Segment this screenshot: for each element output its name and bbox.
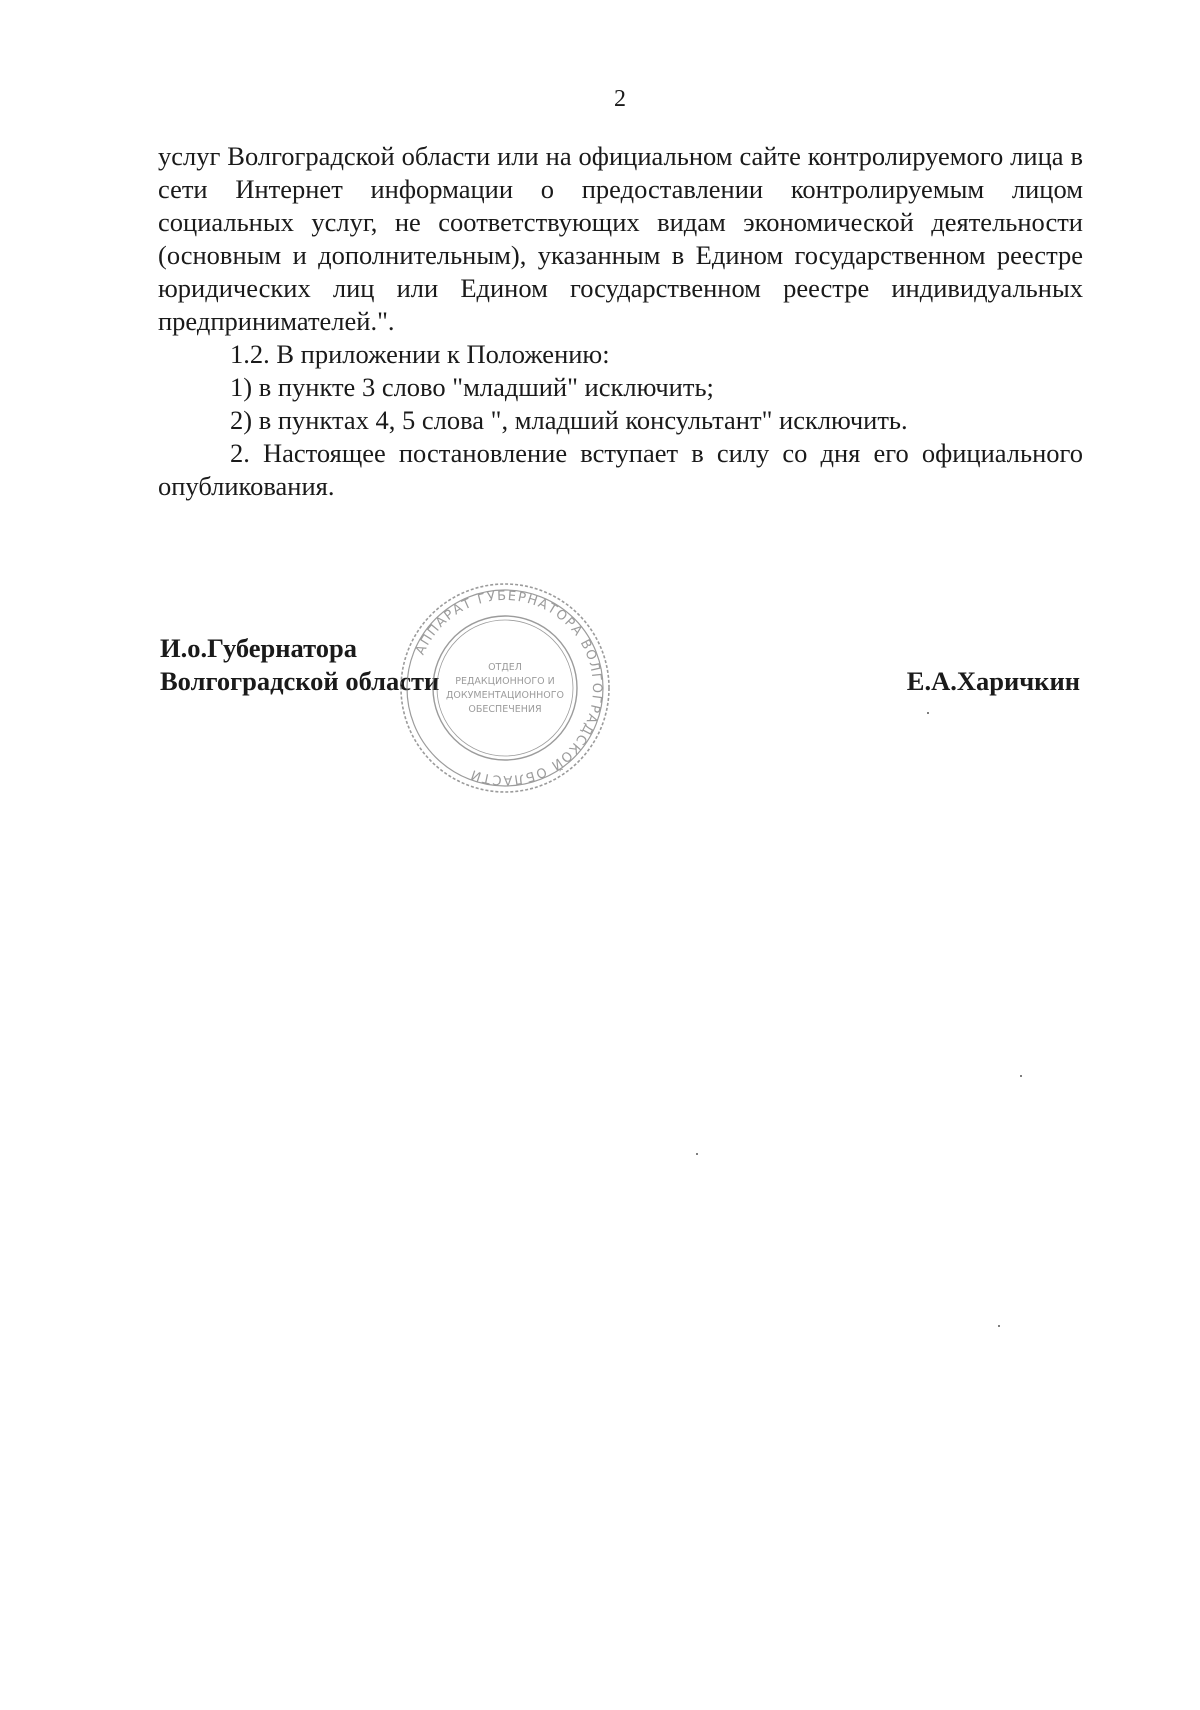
official-seal-stamp	[395, 578, 615, 798]
paragraph-item-2: 2) в пунктах 4, 5 слова ", младший консультант" исключить.	[230, 405, 908, 435]
paragraph-item-1: 1) в пункте 3 слово "младший" исключить;	[230, 372, 714, 402]
seal-center-line4: ОБЕСПЕЧЕНИЯ	[468, 704, 542, 715]
signatory-name: Е.А.Харичкин	[906, 666, 1080, 696]
scan-speck	[927, 712, 929, 714]
seal-center-line1: ОТДЕЛ	[488, 662, 522, 673]
scan-speck	[696, 1153, 698, 1155]
paragraph-2: 2. Настоящее постановление вступает в силу со дня его официального опубликования.	[158, 438, 1083, 501]
paragraph-continuation: услуг Волгоградской области или на официальном сайте контролируемого лица в сети Интернет информации о предоставлении контролируемым лицом социальных услуг, не соответствующих видам экономической деятельности (основным и дополнительным), указанным в Едином государственном реестре юридических лиц или Едином государственном реестре индивидуальных предпринимателей.".	[158, 141, 1083, 336]
seal-center-line3: ДОКУМЕНТАЦИОННОГО	[445, 690, 565, 701]
scan-speck	[998, 1325, 1000, 1327]
seal-outer-text: АППАРАТ ГУБЕРНАТОРА ВОЛГОГРАДСКОЙ ОБЛАСТИ	[413, 588, 605, 788]
svg-text:АППАРАТ ГУБЕРНАТОРА ВОЛГОГРАДС	[413, 589, 604, 787]
seal-center-line2: РЕДАКЦИОННОГО И	[455, 676, 555, 687]
signatory-title-line2: Волгоградской области	[160, 666, 440, 696]
scan-speck	[1020, 1075, 1022, 1077]
document-body	[158, 140, 1083, 503]
signatory-title-line1: И.о.Губернатора	[160, 633, 358, 663]
page-number: 2	[614, 86, 626, 112]
paragraph-1-2: 1.2. В приложении к Положению:	[230, 339, 610, 369]
